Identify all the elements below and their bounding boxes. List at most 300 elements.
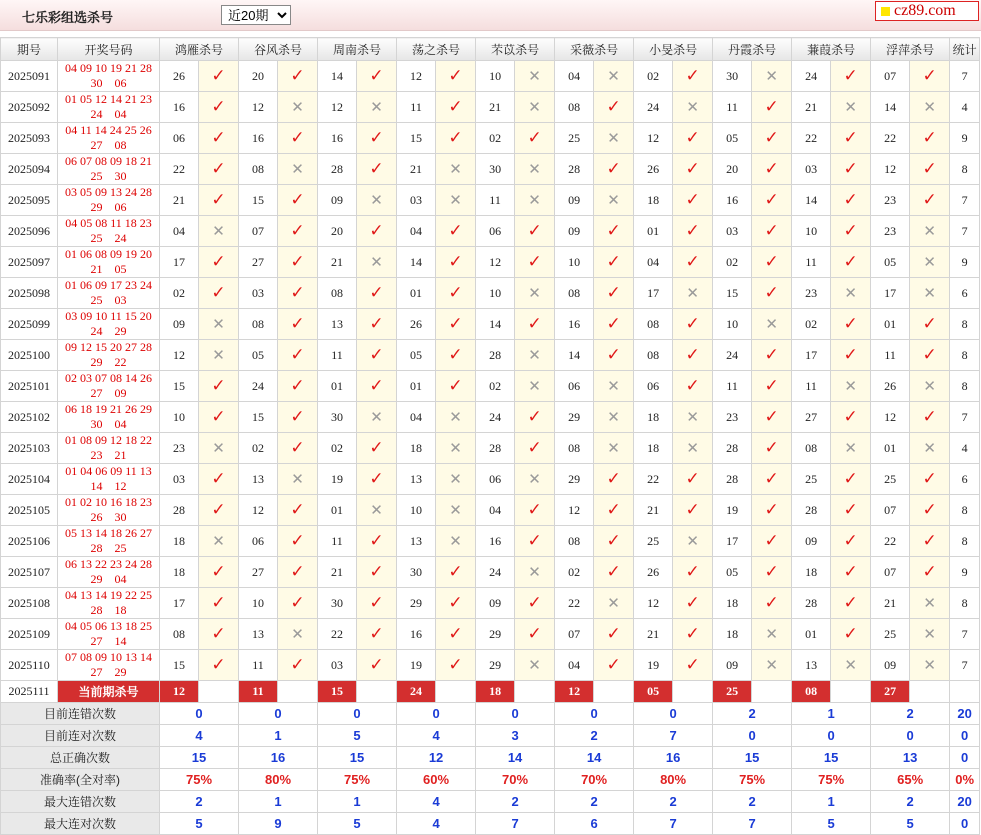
result-mark-cell xyxy=(278,650,318,681)
kill-number-cell: 06 xyxy=(160,123,199,154)
kill-number-cell: 19 xyxy=(713,495,752,526)
table-row xyxy=(1,247,980,278)
cross-icon: ✕ xyxy=(212,315,225,333)
result-mark-cell xyxy=(278,340,318,371)
result-mark-cell xyxy=(436,61,476,92)
draw-numbers-cell xyxy=(58,247,160,278)
stat-value: 5 xyxy=(160,813,239,835)
result-mark-cell xyxy=(515,92,555,123)
kill-number-cell: 25 xyxy=(871,619,910,650)
kill-number-cell: 06 xyxy=(476,216,515,247)
current-kill-number: 12 xyxy=(555,681,594,703)
check-icon: ✓ xyxy=(527,531,542,551)
result-mark-cell xyxy=(752,402,792,433)
result-mark-cell xyxy=(594,309,634,340)
kill-number-cell: 11 xyxy=(713,371,752,402)
kill-number-cell: 10 xyxy=(792,216,831,247)
stat-value: 14 xyxy=(476,747,555,769)
check-icon: ✓ xyxy=(290,376,305,396)
kill-number-cell: 28 xyxy=(792,588,831,619)
kill-number-cell: 18 xyxy=(634,433,673,464)
header-expert[interactable]: 芣苡杀号 xyxy=(476,38,555,61)
kill-number-cell: 26 xyxy=(634,557,673,588)
current-blank-cell xyxy=(673,681,713,703)
draw-numbers-line2: 28 25 xyxy=(90,541,127,555)
header-expert[interactable]: 谷风杀号 xyxy=(239,38,318,61)
kill-number-cell: 17 xyxy=(160,247,199,278)
result-mark-cell xyxy=(910,309,950,340)
result-mark-cell xyxy=(752,495,792,526)
kill-number-cell: 28 xyxy=(160,495,199,526)
result-mark-cell xyxy=(910,123,950,154)
stat-value: 1 xyxy=(239,725,318,747)
result-mark-cell xyxy=(357,309,397,340)
draw-numbers-line1: 07 08 09 10 13 14 xyxy=(65,650,152,664)
page-title: 七乐彩组选杀号 xyxy=(22,10,114,25)
stat-value: 7 xyxy=(634,813,713,835)
stat-value: 15 xyxy=(160,747,239,769)
kill-number-cell: 26 xyxy=(871,371,910,402)
kill-number-cell: 10 xyxy=(239,588,278,619)
kill-number-cell: 20 xyxy=(318,216,357,247)
site-logo[interactable] xyxy=(875,1,979,21)
cross-icon: ✕ xyxy=(449,191,462,209)
result-mark-cell xyxy=(515,309,555,340)
result-mark-cell xyxy=(910,340,950,371)
result-mark-cell xyxy=(436,650,476,681)
draw-numbers-cell xyxy=(58,464,160,495)
result-mark-cell xyxy=(910,526,950,557)
current-kill-number: 12 xyxy=(160,681,199,703)
cross-icon: ✕ xyxy=(686,532,699,550)
stat-value: 4 xyxy=(397,725,476,747)
result-mark-cell xyxy=(278,402,318,433)
result-mark-cell xyxy=(673,371,713,402)
cross-icon: ✕ xyxy=(528,191,541,209)
header-expert[interactable]: 采薇杀号 xyxy=(555,38,634,61)
kill-number-cell: 04 xyxy=(160,216,199,247)
check-icon: ✓ xyxy=(448,314,463,334)
result-mark-cell xyxy=(752,278,792,309)
header-expert[interactable]: 鸿雁杀号 xyxy=(160,38,239,61)
stat-label: 最大连对次数 xyxy=(1,813,160,835)
result-mark-cell xyxy=(278,185,318,216)
check-icon: ✓ xyxy=(843,128,858,148)
kill-number-cell: 12 xyxy=(160,340,199,371)
result-mark-cell xyxy=(278,526,318,557)
kill-number-cell: 10 xyxy=(397,495,436,526)
cross-icon: ✕ xyxy=(607,129,620,147)
result-mark-cell xyxy=(594,557,634,588)
result-mark-cell xyxy=(910,247,950,278)
kill-number-cell: 01 xyxy=(397,371,436,402)
kill-number-cell: 24 xyxy=(239,371,278,402)
check-icon: ✓ xyxy=(843,407,858,427)
cross-icon: ✕ xyxy=(686,98,699,116)
stat-value: 60% xyxy=(397,769,476,791)
cross-icon: ✕ xyxy=(765,625,778,643)
result-mark-cell xyxy=(357,278,397,309)
result-mark-cell xyxy=(831,371,871,402)
kill-number-cell: 05 xyxy=(397,340,436,371)
draw-numbers-line2: 25 03 xyxy=(90,293,127,307)
result-mark-cell xyxy=(357,495,397,526)
result-mark-cell xyxy=(199,619,239,650)
kill-number-cell: 08 xyxy=(318,278,357,309)
check-icon: ✓ xyxy=(290,531,305,551)
check-icon: ✓ xyxy=(527,407,542,427)
draw-numbers-line1: 05 13 14 18 26 27 xyxy=(65,526,152,540)
stat-value: 0 xyxy=(160,703,239,725)
result-mark-cell xyxy=(831,278,871,309)
kill-number-cell: 16 xyxy=(239,123,278,154)
check-icon: ✓ xyxy=(211,624,226,644)
result-mark-cell xyxy=(199,402,239,433)
stat-value: 0 xyxy=(871,725,950,747)
row-count-cell: 7 xyxy=(950,402,980,433)
kill-number-cell: 12 xyxy=(239,92,278,123)
kill-number-cell: 11 xyxy=(239,650,278,681)
cross-icon: ✕ xyxy=(528,563,541,581)
result-mark-cell xyxy=(673,526,713,557)
current-blank-cell xyxy=(752,681,792,703)
check-icon: ✓ xyxy=(448,252,463,272)
check-icon: ✓ xyxy=(527,624,542,644)
check-icon: ✓ xyxy=(369,469,384,489)
check-icon: ✓ xyxy=(448,376,463,396)
cross-icon: ✕ xyxy=(844,98,857,116)
draw-numbers-line1: 01 02 10 16 18 23 xyxy=(65,495,152,509)
result-mark-cell xyxy=(831,619,871,650)
result-mark-cell xyxy=(199,650,239,681)
kill-number-cell: 08 xyxy=(160,619,199,650)
period-select[interactable] xyxy=(221,5,291,25)
cross-icon: ✕ xyxy=(528,470,541,488)
cross-icon: ✕ xyxy=(370,501,383,519)
check-icon: ✓ xyxy=(369,283,384,303)
check-icon: ✓ xyxy=(685,593,700,613)
result-mark-cell xyxy=(673,619,713,650)
kill-number-cell: 02 xyxy=(634,61,673,92)
result-mark-cell xyxy=(752,650,792,681)
cross-icon: ✕ xyxy=(291,625,304,643)
kill-number-cell: 08 xyxy=(239,154,278,185)
result-mark-cell xyxy=(910,185,950,216)
result-mark-cell xyxy=(357,588,397,619)
stat-value: 1 xyxy=(792,703,871,725)
check-icon: ✓ xyxy=(764,407,779,427)
period-cell: 2025110 xyxy=(1,650,58,681)
kill-number-cell: 15 xyxy=(713,278,752,309)
stat-value: 1 xyxy=(792,791,871,813)
header-expert[interactable]: 小旻杀号 xyxy=(634,38,713,61)
kill-number-cell: 02 xyxy=(239,433,278,464)
result-mark-cell xyxy=(910,154,950,185)
header-expert[interactable]: 浮萍杀号 xyxy=(871,38,950,61)
table-row xyxy=(1,123,980,154)
result-mark-cell xyxy=(594,619,634,650)
draw-numbers-cell xyxy=(58,123,160,154)
kill-number-cell: 28 xyxy=(318,154,357,185)
kill-number-cell: 11 xyxy=(318,340,357,371)
period-cell: 2025091 xyxy=(1,61,58,92)
cross-icon: ✕ xyxy=(765,656,778,674)
check-icon: ✓ xyxy=(211,593,226,613)
current-kill-number: 25 xyxy=(713,681,752,703)
result-mark-cell xyxy=(278,247,318,278)
stat-label: 总正确次数 xyxy=(1,747,160,769)
result-mark-cell xyxy=(831,61,871,92)
header-expert[interactable]: 丹霞杀号 xyxy=(713,38,792,61)
kill-number-cell: 28 xyxy=(713,464,752,495)
kill-number-cell: 05 xyxy=(713,123,752,154)
kill-number-cell: 24 xyxy=(792,61,831,92)
check-icon: ✓ xyxy=(685,500,700,520)
result-mark-cell xyxy=(831,216,871,247)
stat-value: 0 xyxy=(792,725,871,747)
stat-value: 80% xyxy=(239,769,318,791)
row-count-cell: 9 xyxy=(950,247,980,278)
kill-number-cell: 18 xyxy=(397,433,436,464)
stat-value: 0 xyxy=(555,703,634,725)
draw-numbers-line1: 03 09 10 11 15 20 xyxy=(65,309,152,323)
result-mark-cell xyxy=(278,309,318,340)
period-cell: 2025095 xyxy=(1,185,58,216)
check-icon: ✓ xyxy=(290,283,305,303)
kill-number-cell: 19 xyxy=(397,650,436,681)
check-icon: ✓ xyxy=(527,221,542,241)
result-mark-cell xyxy=(357,464,397,495)
check-icon: ✓ xyxy=(448,345,463,365)
kill-number-cell: 06 xyxy=(239,526,278,557)
check-icon: ✓ xyxy=(843,159,858,179)
kill-number-cell: 08 xyxy=(555,526,594,557)
result-mark-cell xyxy=(594,433,634,464)
kill-number-cell: 12 xyxy=(871,402,910,433)
cross-icon: ✕ xyxy=(923,222,936,240)
result-mark-cell xyxy=(515,247,555,278)
result-mark-cell xyxy=(673,123,713,154)
stat-value: 4 xyxy=(397,813,476,835)
draw-numbers-cell xyxy=(58,154,160,185)
result-mark-cell xyxy=(752,154,792,185)
stat-value: 0 xyxy=(318,703,397,725)
result-mark-cell xyxy=(673,650,713,681)
row-count-cell: 7 xyxy=(950,61,980,92)
check-icon: ✓ xyxy=(922,159,937,179)
cross-icon: ✕ xyxy=(370,191,383,209)
draw-numbers-line1: 06 13 22 23 24 28 xyxy=(65,557,152,571)
kill-number-cell: 04 xyxy=(634,247,673,278)
header-expert[interactable]: 周南杀号 xyxy=(318,38,397,61)
stat-label: 目前连对次数 xyxy=(1,725,160,747)
check-icon: ✓ xyxy=(448,624,463,644)
cross-icon: ✕ xyxy=(607,594,620,612)
stat-value: 0 xyxy=(239,703,318,725)
result-mark-cell xyxy=(910,61,950,92)
result-mark-cell xyxy=(673,61,713,92)
check-icon: ✓ xyxy=(290,66,305,86)
kill-number-cell: 01 xyxy=(397,278,436,309)
result-mark-cell xyxy=(278,495,318,526)
kill-number-cell: 17 xyxy=(634,278,673,309)
header-expert[interactable]: 蒹葭杀号 xyxy=(792,38,871,61)
result-mark-cell xyxy=(752,340,792,371)
cross-icon: ✕ xyxy=(765,315,778,333)
kill-number-cell: 04 xyxy=(397,216,436,247)
result-mark-cell xyxy=(673,495,713,526)
draw-numbers-line1: 06 18 19 21 26 29 xyxy=(65,402,152,416)
result-mark-cell xyxy=(831,247,871,278)
kill-number-cell: 13 xyxy=(792,650,831,681)
kill-number-cell: 23 xyxy=(160,433,199,464)
kill-number-cell: 10 xyxy=(555,247,594,278)
kill-number-cell: 02 xyxy=(713,247,752,278)
result-mark-cell xyxy=(910,402,950,433)
result-mark-cell xyxy=(278,433,318,464)
cross-icon: ✕ xyxy=(212,222,225,240)
cross-icon: ✕ xyxy=(449,532,462,550)
stat-value: 0 xyxy=(713,725,792,747)
kill-number-cell: 21 xyxy=(792,92,831,123)
check-icon: ✓ xyxy=(290,252,305,272)
table-row xyxy=(1,278,980,309)
result-mark-cell xyxy=(673,154,713,185)
kill-number-cell: 12 xyxy=(318,92,357,123)
result-mark-cell xyxy=(594,495,634,526)
kill-number-cell: 08 xyxy=(239,309,278,340)
check-icon: ✓ xyxy=(211,562,226,582)
row-count-cell: 8 xyxy=(950,526,980,557)
result-mark-cell xyxy=(199,526,239,557)
check-icon: ✓ xyxy=(843,252,858,272)
kill-number-cell: 18 xyxy=(160,557,199,588)
result-mark-cell xyxy=(752,557,792,588)
check-icon: ✓ xyxy=(685,376,700,396)
period-cell: 2025096 xyxy=(1,216,58,247)
stat-value: 5 xyxy=(318,813,397,835)
result-mark-cell xyxy=(831,650,871,681)
header-period: 期号 xyxy=(1,38,58,61)
result-mark-cell xyxy=(436,402,476,433)
row-count-cell: 8 xyxy=(950,588,980,619)
kill-number-cell: 13 xyxy=(397,526,436,557)
result-mark-cell xyxy=(752,588,792,619)
cross-icon: ✕ xyxy=(765,67,778,85)
result-mark-cell xyxy=(673,340,713,371)
check-icon: ✓ xyxy=(606,345,621,365)
result-mark-cell xyxy=(594,278,634,309)
result-mark-cell xyxy=(199,588,239,619)
cross-icon: ✕ xyxy=(923,377,936,395)
cross-icon: ✕ xyxy=(528,284,541,302)
cross-icon: ✕ xyxy=(449,470,462,488)
kill-number-cell: 07 xyxy=(239,216,278,247)
draw-numbers-line1: 01 06 08 09 19 20 xyxy=(65,247,152,261)
result-mark-cell xyxy=(831,402,871,433)
result-mark-cell xyxy=(278,123,318,154)
kill-number-cell: 22 xyxy=(555,588,594,619)
cross-icon: ✕ xyxy=(686,439,699,457)
result-mark-cell xyxy=(673,402,713,433)
result-mark-cell xyxy=(278,464,318,495)
result-mark-cell xyxy=(515,340,555,371)
kill-number-cell: 03 xyxy=(792,154,831,185)
row-count-cell: 8 xyxy=(950,154,980,185)
header-count: 统计 xyxy=(950,38,980,61)
check-icon: ✓ xyxy=(448,97,463,117)
kill-number-cell: 26 xyxy=(397,309,436,340)
kill-number-cell: 16 xyxy=(476,526,515,557)
stat-value: 1 xyxy=(239,791,318,813)
result-mark-cell xyxy=(752,185,792,216)
kill-number-cell: 25 xyxy=(871,464,910,495)
kill-number-cell: 24 xyxy=(713,340,752,371)
kill-number-cell: 10 xyxy=(476,278,515,309)
check-icon: ✓ xyxy=(448,593,463,613)
draw-numbers-line1: 06 07 08 09 18 21 xyxy=(65,154,152,168)
draw-numbers-cell xyxy=(58,557,160,588)
kill-number-cell: 23 xyxy=(713,402,752,433)
cross-icon: ✕ xyxy=(449,439,462,457)
check-icon: ✓ xyxy=(527,252,542,272)
kill-number-cell: 11 xyxy=(871,340,910,371)
result-mark-cell xyxy=(831,526,871,557)
kill-number-cell: 14 xyxy=(397,247,436,278)
result-mark-cell xyxy=(515,588,555,619)
check-icon: ✓ xyxy=(290,128,305,148)
period-cell: 2025094 xyxy=(1,154,58,185)
kill-number-cell: 22 xyxy=(871,526,910,557)
kill-number-cell: 09 xyxy=(555,216,594,247)
row-count-cell: 8 xyxy=(950,371,980,402)
check-icon: ✓ xyxy=(369,655,384,675)
kill-number-cell: 13 xyxy=(239,619,278,650)
check-icon: ✓ xyxy=(685,190,700,210)
check-icon: ✓ xyxy=(448,562,463,582)
draw-numbers-line2: 21 05 xyxy=(90,262,127,276)
period-cell: 2025098 xyxy=(1,278,58,309)
stat-value: 2 xyxy=(476,791,555,813)
draw-numbers-cell xyxy=(58,216,160,247)
stat-value: 16 xyxy=(634,747,713,769)
kill-number-cell: 29 xyxy=(555,402,594,433)
kill-number-cell: 22 xyxy=(634,464,673,495)
result-mark-cell xyxy=(831,185,871,216)
kill-number-cell: 19 xyxy=(318,464,357,495)
row-count-cell: 6 xyxy=(950,464,980,495)
check-icon: ✓ xyxy=(527,128,542,148)
kill-number-cell: 13 xyxy=(239,464,278,495)
result-mark-cell xyxy=(673,278,713,309)
kill-number-cell: 21 xyxy=(160,185,199,216)
kill-number-cell: 01 xyxy=(792,619,831,650)
result-mark-cell xyxy=(910,433,950,464)
check-icon: ✓ xyxy=(606,531,621,551)
stat-value: 1 xyxy=(318,791,397,813)
check-icon: ✓ xyxy=(764,438,779,458)
check-icon: ✓ xyxy=(448,66,463,86)
result-mark-cell xyxy=(831,154,871,185)
result-mark-cell xyxy=(910,278,950,309)
result-mark-cell xyxy=(357,557,397,588)
check-icon: ✓ xyxy=(843,469,858,489)
header-expert[interactable]: 荡之杀号 xyxy=(397,38,476,61)
table-row xyxy=(1,402,980,433)
table-row xyxy=(1,154,980,185)
kill-number-cell: 07 xyxy=(871,557,910,588)
draw-numbers-line1: 01 04 06 09 11 13 xyxy=(65,464,152,478)
